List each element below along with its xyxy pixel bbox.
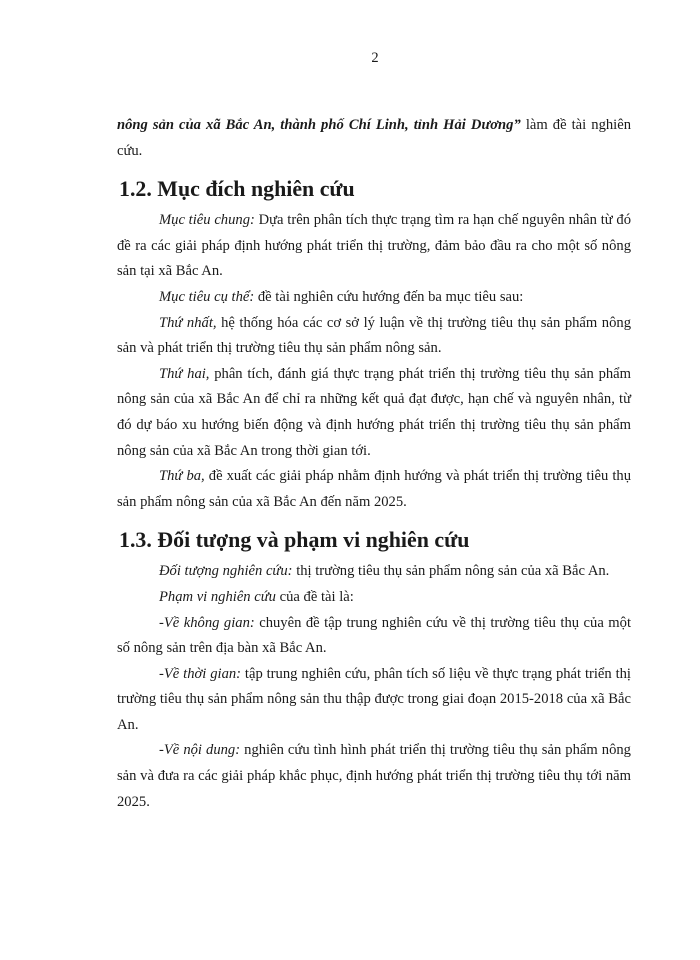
text-research-object: thị trường tiêu thụ sản phẩm nông sản của xã Bắc An. (292, 563, 610, 580)
label-second: Thứ hai, (159, 365, 210, 382)
paragraph-scope-content (117, 738, 631, 815)
label-specific-objective: Mục tiêu cụ thể: (159, 288, 255, 305)
label-scope-space: -Về không gian: (159, 614, 255, 631)
page-number: 2 (371, 50, 379, 66)
text-scope-space: chuyên đề tập trung nghiên cứu về thị trường tiêu thụ của một số nông sản trên địa bàn xã Bắc An. (117, 614, 631, 657)
paragraph-general-objective (117, 208, 631, 285)
text-first: hệ thống hóa các cơ sở lý luận về thị trường tiêu thụ sản phẩm nông sản và phát triển thị trường tiêu thụ sản phẩm nông sản. (117, 314, 631, 357)
label-first: Thứ nhất, (159, 314, 217, 331)
label-scope-content: -Về nội dung: (159, 742, 241, 759)
intro-paragraph (117, 113, 631, 164)
label-research-scope: Phạm vi nghiên cứu (159, 588, 276, 605)
paragraph-specific-objective (117, 285, 631, 311)
intro-rest: làm đề tài nghiên cứu. (117, 117, 631, 159)
text-second: phân tích, đánh giá thực trạng phát triển thị trường tiêu thụ sản phẩm nông sản của xã Bắc An để chỉ ra những kết quả đạt được, hạn chế và nguyên nhân, từ đó dự báo xu hướng biến động và định hướng phát triển thị trường tiêu thụ sản phẩm nông sản của xã Bắc An trong thời gian tới. (117, 365, 631, 459)
paragraph-third-objective (117, 464, 631, 515)
text-general-objective: Dựa trên phân tích thực trạng tìm ra hạn chế nguyên nhân từ đó đề ra các giải pháp định hướng phát triển thị trường, đảm bảo đầu ra cho một số nông sản tại xã Bắc An. (117, 212, 631, 280)
label-research-object: Đối tượng nghiên cứu: (159, 563, 293, 580)
label-third: Thứ ba, (159, 468, 205, 485)
text-third: đề xuất các giải pháp nhằm định hướng và phát triển thị trường tiêu thụ sản phẩm nông sản của xã Bắc An đến năm 2025. (117, 468, 632, 510)
label-general-objective: Mục tiêu chung: (159, 212, 255, 229)
text-scope-time: tập trung nghiên cứu, phân tích số liệu về thực trạng phát triển thị trường tiêu thụ sản phẩm nông sản thu thập được trong giai đoạn 2015-2018 của xã Bắc An. (117, 665, 631, 733)
paragraph-research-scope (117, 585, 631, 611)
thesis-title-tail: nông sản của xã Bắc An, thành phố Chí Linh, tỉnh Hải Dương” (117, 117, 521, 133)
paragraph-first-objective (117, 311, 631, 362)
text-scope-content: nghiên cứu tình hình phát triển thị trường tiêu thụ sản phẩm nông sản và đưa ra các giải pháp khắc phục, định hướng phát triển thị trường tiêu thụ tới năm 2025. (117, 742, 631, 810)
page-body (117, 113, 631, 815)
label-scope-time: -Về thời gian: (159, 665, 242, 682)
paragraph-scope-time (117, 662, 631, 739)
heading-research-purpose: 1.2. Mục đích nghiên cứu (119, 176, 355, 202)
paragraph-research-object (117, 559, 631, 585)
text-research-scope: của đề tài là: (275, 588, 354, 605)
text-specific-objective: đề tài nghiên cứu hướng đến ba mục tiêu sau: (254, 288, 524, 305)
paragraph-scope-space (117, 611, 631, 662)
heading-object-scope: 1.3. Đối tượng và phạm vi nghiên cứu (119, 527, 470, 553)
paragraph-second-objective (117, 362, 631, 464)
